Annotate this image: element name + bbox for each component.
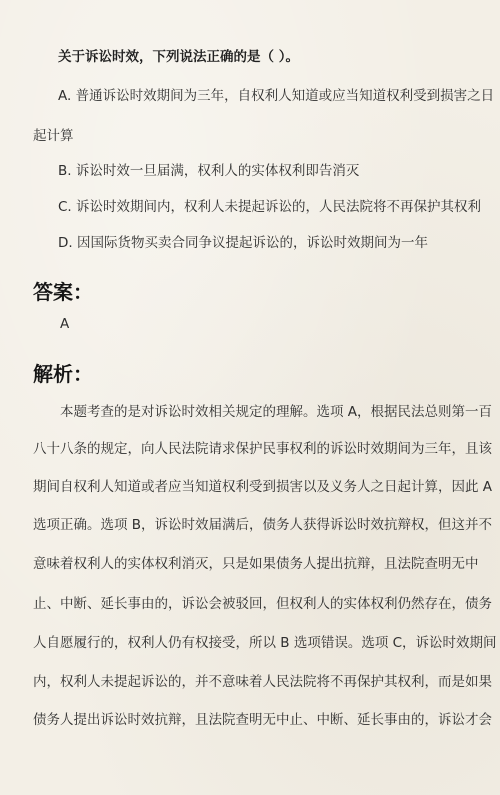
question-text: 关于诉讼时效，下列说法正确的是（ ）。 — [58, 49, 299, 65]
analysis-line: 止、中断、延长事由的，诉讼会被驳回，但权利人的实体权利仍然存在，债务 — [33, 596, 492, 612]
option-a-line-1: A. 普通诉讼时效期间为三年，自权利人知道或应当知道权利受到损害之日 — [58, 88, 495, 104]
option-c: C. 诉讼时效期间内，权利人未提起诉讼的，人民法院将不再保护其权利 — [58, 199, 482, 215]
analysis-line: 债务人提出诉讼时效抗辩，且法院查明无中止、中断、延长事由的，诉讼才会 — [33, 712, 492, 728]
option-d: D. 因国际货物买卖合同争议提起诉讼的，诉讼时效期间为一年 — [58, 235, 428, 251]
analysis-line: 本题考查的是对诉讼时效相关规定的理解。选项 A，根据民法总则第一百 — [60, 404, 493, 420]
analysis-heading: 解析： — [33, 362, 93, 386]
analysis-line: 八十八条的规定，向人民法院请求保护民事权利的诉讼时效期间为三年，且该 — [33, 441, 492, 457]
analysis-line: 内，权利人未提起诉讼的，并不意味着人民法院将不再保护其权利，而是如果 — [33, 674, 492, 690]
analysis-line: 意味着权利人的实体权利消灭，只是如果债务人提出抗辩，且法院查明无中 — [33, 556, 479, 572]
analysis-line: 人自愿履行的，权利人仍有权接受，所以 B 选项错误。选项 C，诉讼时效期间 — [33, 635, 497, 651]
option-a-line-2: 起计算 — [33, 128, 74, 144]
analysis-line: 选项正确。选项 B，诉讼时效届满后，债务人获得诉讼时效抗辩权，但这并不 — [33, 517, 493, 533]
answer-heading: 答案： — [33, 280, 93, 304]
option-b: B. 诉讼时效一旦届满，权利人的实体权利即告消灭 — [58, 163, 360, 179]
analysis-line: 期间自权利人知道或者应当知道权利受到损害以及义务人之日起计算，因此 A — [33, 479, 493, 495]
answer-value: A — [60, 316, 70, 332]
